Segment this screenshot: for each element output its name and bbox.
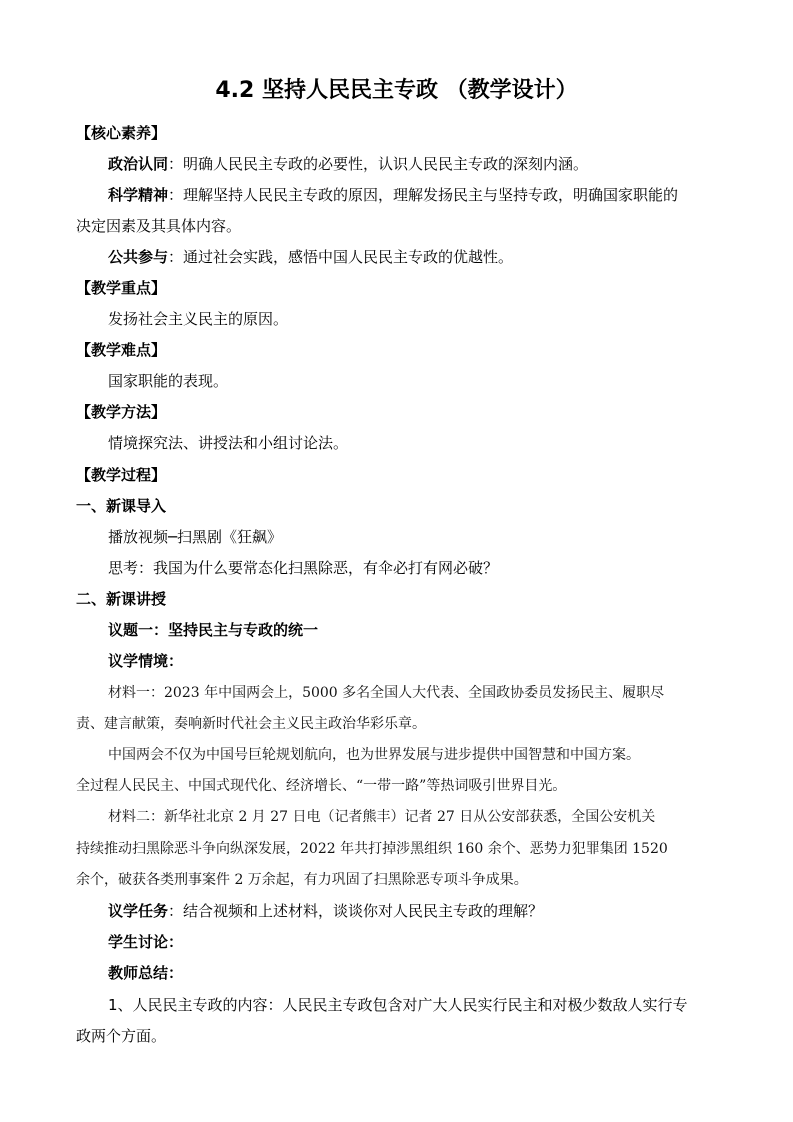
teaching-method-text: 情境探究法、讲授法和小组讨论法。 <box>108 434 349 452</box>
learning-task-text: ：结合视频和上述材料，谈谈你对人民民主专政的理解？ <box>168 902 544 920</box>
video-line: 播放视频─扫黑剧《狂飙》 <box>108 528 283 546</box>
political-identity-text: ：明确人民民主专政的必要性，认识人民民主专政的深刻内涵。 <box>168 155 589 173</box>
scientific-spirit-text: ：理解坚持人民民主专政的原因，理解发扬民主与坚持专政，明确国家职能的 <box>168 186 679 204</box>
document-title: 4.2 坚持人民民主专政 （教学设计） <box>215 78 578 103</box>
teaching-focus-text: 发扬社会主义民主的原因。 <box>108 310 289 328</box>
political-identity-paragraph <box>108 153 721 175</box>
topic-one-heading: 议题一：坚持民主与专政的统一 <box>108 621 319 639</box>
material-one-line-1: 材料一：2023 年中国两会上，5000 多名全国人大代表、全国政协委员发扬民主、履职尽 <box>108 685 665 701</box>
public-participation-text: ：通过社会实践，感悟中国人民民主专政的优越性。 <box>168 248 514 266</box>
learning-task-label: 议学任务 <box>108 902 169 920</box>
teaching-difficulty-text: 国家职能的表现。 <box>108 372 229 390</box>
core-literacy-heading: 【核心素养】 <box>76 124 167 142</box>
summary-point-one-line-2: 政两个方面。 <box>76 1027 167 1045</box>
scientific-spirit-continuation: 决定因素及其具体内容。 <box>76 217 242 235</box>
teaching-process-heading: 【教学过程】 <box>76 466 167 484</box>
material-two-line-1: 材料二：新华社北京 2 月 27 日电（记者熊丰）记者 27 日从公安部获悉，全国公安机关 <box>108 809 656 825</box>
political-identity-label: 政治认同 <box>108 155 169 173</box>
material-one-line-3: 中国两会不仅为中国号巨轮规划航向，也为世界发展与进步提供中国智慧和中国方案。 <box>108 747 640 763</box>
material-two-line-3: 余个，破获各类刑事案件 2 万余起，有力巩固了扫黑除恶专项斗争成果。 <box>76 872 528 888</box>
public-participation-label: 公共参与 <box>108 248 169 266</box>
teaching-focus-heading: 【教学重点】 <box>76 279 167 297</box>
think-question: 思考：我国为什么要常态化扫黑除恶，有伞必打有网必破？ <box>108 559 499 577</box>
summary-point-one-line-1: 1、人民民主专政的内容：人民民主专政包含对广大人民实行民主和对极少数敌人实行专 <box>108 996 688 1014</box>
public-participation-paragraph <box>108 246 721 268</box>
learning-task-paragraph <box>108 900 721 922</box>
teaching-difficulty-heading: 【教学难点】 <box>76 341 167 359</box>
material-one-line-2: 责、建言献策，奏响新时代社会主义民主政治华彩乐章。 <box>76 716 426 732</box>
scientific-spirit-paragraph <box>108 184 721 206</box>
scientific-spirit-label: 科学精神 <box>108 186 169 204</box>
material-two-line-2: 持续推动扫黑除恶斗争向纵深发展，2022 年共打掉涉黑组织 160 余个、恶势力犯罪集团 1520 <box>76 841 668 857</box>
teaching-method-heading: 【教学方法】 <box>76 403 167 421</box>
student-discussion-label: 学生讨论： <box>108 933 184 951</box>
section-intro-heading: 一、新课导入 <box>76 497 167 515</box>
material-one-line-4: 全过程人民民主、中国式现代化、经济增长、“一带一路”等热词吸引世界目光。 <box>76 778 567 794</box>
situation-label: 议学情境： <box>108 652 184 670</box>
section-lecture-heading: 二、新课讲授 <box>76 590 167 608</box>
teacher-summary-label: 教师总结： <box>108 964 184 982</box>
